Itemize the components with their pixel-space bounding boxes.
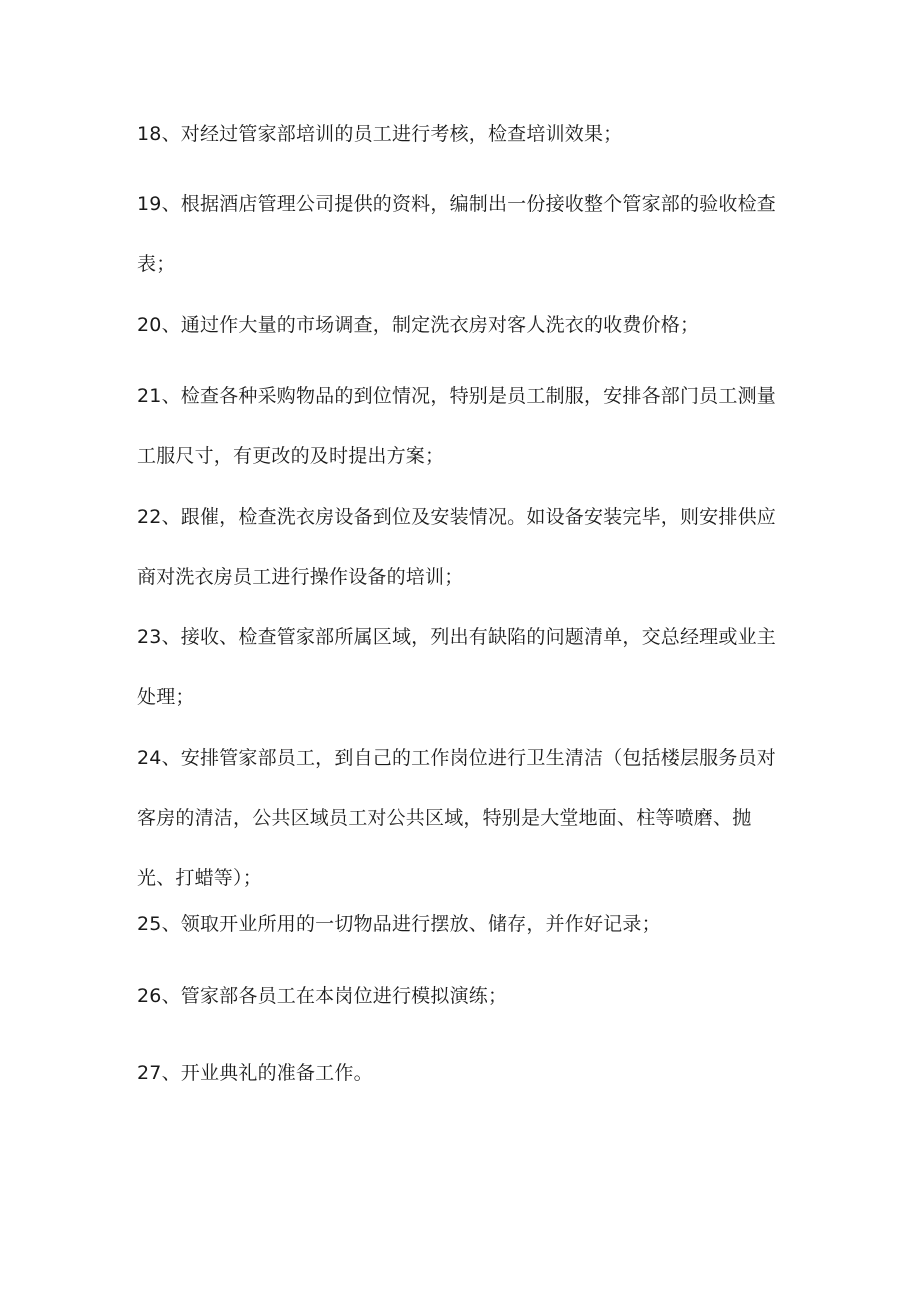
list-item-25: 25、领取开业所用的一切物品进行摆放、储存，并作好记录； [137,913,661,935]
list-item-26: 26、管家部各员工在本岗位进行模拟演练； [137,985,508,1007]
list-item-18: 18、对经过管家部培训的员工进行考核，检查培训效果； [137,123,623,145]
list-item-20: 20、通过作大量的市场调查，制定洗衣房对客人洗衣的收费价格； [137,314,700,336]
list-item-22: 22、跟催，检查洗衣房设备到位及安装情况。如设备安装完毕，则安排供应商对洗衣房员工进行操作设备的培训； [137,506,776,588]
list-item-24: 24、安排管家部员工，到自己的工作岗位进行卫生清洁（包括楼层服务员对客房的清洁，公共区域员工对公共区域，特别是大堂地面、柱等喷磨、抛光、打蜡等）； [137,747,776,889]
list-item-27: 27、开业典礼的准备工作。 [137,1062,373,1084]
list-item-21: 21、检查各种采购物品的到位情况，特别是员工制服，安排各部门员工测量工服尺寸，有更改的及时提出方案； [137,385,776,467]
list-item-19: 19、根据酒店管理公司提供的资料，编制出一份接收整个管家部的验收检查表； [137,193,776,275]
list-item-23: 23、接收、检查管家部所属区域，列出有缺陷的问题清单，交总经理或业主处理； [137,626,776,708]
